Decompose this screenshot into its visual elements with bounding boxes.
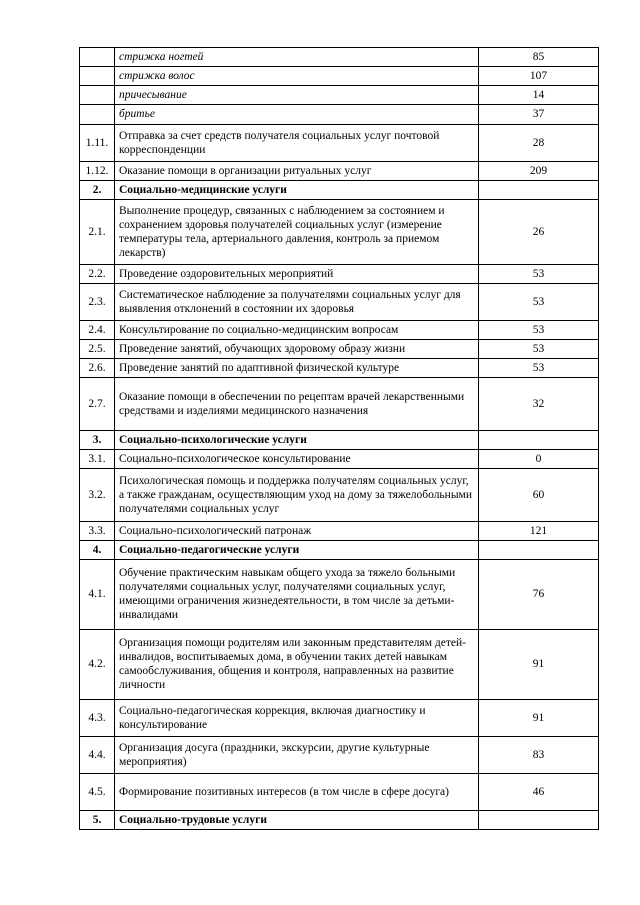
row-value: 91: [479, 700, 599, 737]
row-value: 14: [479, 86, 599, 105]
row-number: 2.5.: [80, 340, 115, 359]
row-description: Социально-психологический патронаж: [115, 522, 479, 541]
row-number: 2.6.: [80, 359, 115, 378]
row-value: [479, 541, 599, 560]
row-description: Организация помощи родителям или законным представителям детей-инвалидов, воспитываемых дома, в обучении таких детей навыкам самообслуживания, общения и контроля, направленных на развитие личности: [115, 630, 479, 700]
row-number: [80, 86, 115, 105]
table-row: [80, 86, 599, 105]
row-value: 53: [479, 321, 599, 340]
row-description: Формирование позитивных интересов (в том числе в сфере досуга): [115, 774, 479, 811]
row-description: Оказание помощи в организации ритуальных услуг: [115, 162, 479, 181]
table-row: [80, 469, 599, 522]
row-description: Консультирование по социально-медицинским вопросам: [115, 321, 479, 340]
row-number: 3.2.: [80, 469, 115, 522]
row-number: 2.3.: [80, 284, 115, 321]
table-row: [80, 522, 599, 541]
table-row: [80, 359, 599, 378]
row-value: 37: [479, 105, 599, 125]
row-value: 209: [479, 162, 599, 181]
row-description: причесывание: [115, 86, 479, 105]
row-number: [80, 48, 115, 67]
row-number: 3.: [80, 431, 115, 450]
services-table: [79, 47, 599, 830]
row-description: Проведение оздоровительных мероприятий: [115, 265, 479, 284]
table-row: [80, 321, 599, 340]
row-value: 0: [479, 450, 599, 469]
row-value: 60: [479, 469, 599, 522]
row-number: 4.: [80, 541, 115, 560]
table-row: [80, 450, 599, 469]
row-value: 76: [479, 560, 599, 630]
table-row: [80, 67, 599, 86]
row-value: 91: [479, 630, 599, 700]
table-row: [80, 284, 599, 321]
table-row: [80, 105, 599, 125]
section-row: [80, 181, 599, 200]
row-number: 1.12.: [80, 162, 115, 181]
row-value: 28: [479, 125, 599, 162]
row-number: 2.: [80, 181, 115, 200]
row-number: 2.7.: [80, 378, 115, 431]
row-value: 85: [479, 48, 599, 67]
row-description: Проведение занятий, обучающих здоровому образу жизни: [115, 340, 479, 359]
row-description: Организация досуга (праздники, экскурсии, другие культурные мероприятия): [115, 737, 479, 774]
row-description: Социально-психологическое консультирование: [115, 450, 479, 469]
row-number: 2.2.: [80, 265, 115, 284]
row-number: 2.4.: [80, 321, 115, 340]
row-description: Социально-психологические услуги: [115, 431, 479, 450]
table-row: [80, 560, 599, 630]
row-value: 83: [479, 737, 599, 774]
row-value: 26: [479, 200, 599, 265]
row-description: Систематическое наблюдение за получателями социальных услуг для выявления отклонений в состоянии их здоровья: [115, 284, 479, 321]
table-row: [80, 340, 599, 359]
row-value: 53: [479, 265, 599, 284]
row-number: 3.1.: [80, 450, 115, 469]
row-number: [80, 67, 115, 86]
row-value: 32: [479, 378, 599, 431]
row-number: 5.: [80, 811, 115, 830]
row-description: Отправка за счет средств получателя социальных услуг почтовой корреспонденции: [115, 125, 479, 162]
table-row: [80, 48, 599, 67]
row-number: 4.5.: [80, 774, 115, 811]
table-row: [80, 700, 599, 737]
row-number: 2.1.: [80, 200, 115, 265]
row-description: Оказание помощи в обеспечении по рецептам врачей лекарственными средствами и изделиями медицинского назначения: [115, 378, 479, 431]
table-row: [80, 737, 599, 774]
table-row: [80, 162, 599, 181]
row-value: [479, 811, 599, 830]
section-row: [80, 541, 599, 560]
row-number: 4.2.: [80, 630, 115, 700]
table-row: [80, 378, 599, 431]
row-value: [479, 181, 599, 200]
row-description: Обучение практическим навыкам общего ухода за тяжело больными получателями социальных услуг, получателями социальных услуг, имеющими ограничения жизнедеятельности, в том числе за детьми-инвалидами: [115, 560, 479, 630]
row-number: 4.3.: [80, 700, 115, 737]
row-description: стрижка ногтей: [115, 48, 479, 67]
row-value: 53: [479, 340, 599, 359]
row-number: 1.11.: [80, 125, 115, 162]
table-row: [80, 774, 599, 811]
row-value: 121: [479, 522, 599, 541]
row-description: Социально-педагогическая коррекция, включая диагностику и консультирование: [115, 700, 479, 737]
table-row: [80, 265, 599, 284]
row-description: Социально-педагогические услуги: [115, 541, 479, 560]
table-row: [80, 200, 599, 265]
row-description: Социально-трудовые услуги: [115, 811, 479, 830]
row-value: 107: [479, 67, 599, 86]
row-value: 53: [479, 284, 599, 321]
row-number: 3.3.: [80, 522, 115, 541]
row-value: 53: [479, 359, 599, 378]
row-number: [80, 105, 115, 125]
section-row: [80, 431, 599, 450]
row-number: 4.1.: [80, 560, 115, 630]
services-table-body: [80, 48, 599, 830]
row-value: 46: [479, 774, 599, 811]
row-description: Социально-медицинские услуги: [115, 181, 479, 200]
row-description: Выполнение процедур, связанных с наблюдением за состоянием и сохранением здоровья получателей социальных услуг (измерение температуры тела, артериального давления, контроль за приемом лекарств): [115, 200, 479, 265]
table-row: [80, 630, 599, 700]
row-number: 4.4.: [80, 737, 115, 774]
row-description: Проведение занятий по адаптивной физической культуре: [115, 359, 479, 378]
section-row: [80, 811, 599, 830]
row-description: Психологическая помощь и поддержка получателям социальных услуг, а также гражданам, осуществляющим уход на дому за тяжелобольными получателями социальных услуг: [115, 469, 479, 522]
table-row: [80, 125, 599, 162]
row-value: [479, 431, 599, 450]
row-description: бритье: [115, 105, 479, 125]
row-description: стрижка волос: [115, 67, 479, 86]
